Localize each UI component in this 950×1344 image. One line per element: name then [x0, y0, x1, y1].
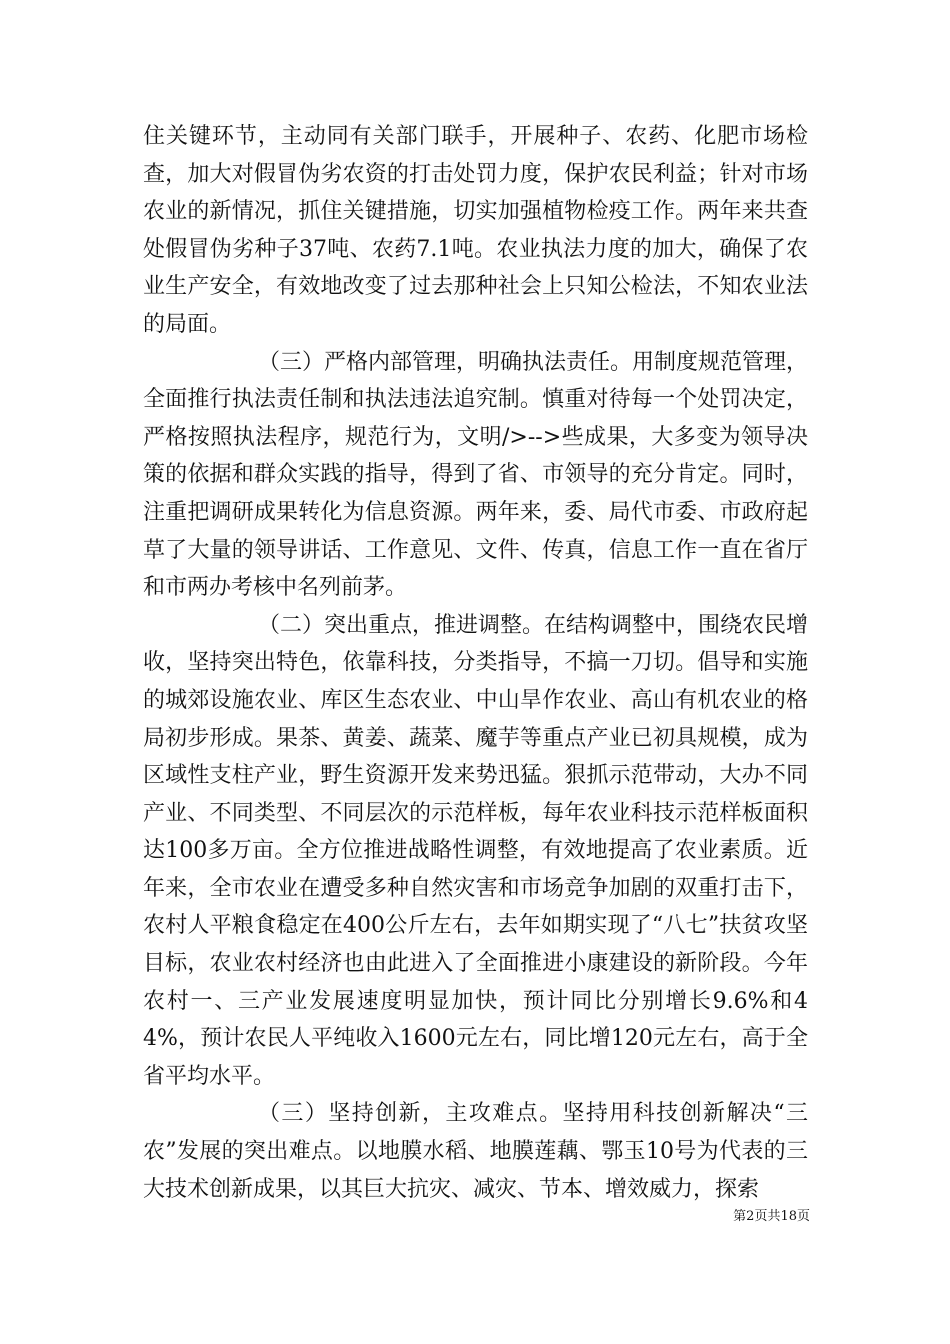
- document-body: [143, 118, 808, 1208]
- paragraph-4: （三）坚持创新，主攻难点。坚持用科技创新解决“三农”发展的突出难点。以地膜水稻、地膜莲藕、鄂玉10号为代表的三大技术创新成果，以其巨大抗灾、减灾、节本、增效威力，探索: [143, 1101, 808, 1202]
- page-number-footer: 第2页共18页: [733, 1209, 810, 1224]
- paragraph-3: （二）突出重点，推进调整。在结构调整中，围绕农民增收，坚持突出特色，依靠科技，分类指导，不搞一刀切。倡导和实施的城郊设施农业、库区生态农业、中山旱作农业、高山有机农业的格局初步形成。果茶、黄姜、蔬菜、魔芋等重点产业已初具规模，成为区域性支柱产业，野生资源开发来势迅猛。狠抓示范带动，大办不同产业、不同类型、不同层次的示范样板，每年农业科技示范样板面积达100多万亩。全方位推进战略性调整，有效地提高了农业素质。近年来，全市农业在遭受多种自然灾害和市场竞争加剧的双重打击下，农村人平粮食稳定在400公斤左右，去年如期实现了“八七”扶贫攻坚目标，农业农村经济也由此进入了全面推进小康建设的新阶段。今年农村一、三产业发展速度明显加快，预计同比分别增长9.6%和44%，预计农民人平纯收入1600元左右，同比增120元左右，高于全省平均水平。: [143, 612, 809, 1089]
- paragraph-1: 住关键环节，主动同有关部门联手，开展种子、农药、化肥市场检查，加大对假冒伪劣农资的打击处罚力度，保护农民利益；针对市场农业的新情况，抓住关键措施，切实加强植物检疫工作。两年来共查处假冒伪劣种子37吨、农药7.1吨。农业执法力度的加大，确保了农业生产安全，有效地改变了过去那种社会上只知公检法，不知农业法的局面。: [143, 124, 808, 337]
- paragraph-2: （三）严格内部管理，明确执法责任。用制度规范管理，全面推行执法责任制和执法违法追究制。慎重对待每一个处罚决定，严格按照执法程序，规范行为，文明/>-->些成果，大多变为领导决策的依据和群众实践的指导，得到了省、市领导的充分肯定。同时，注重把调研成果转化为信息资源。两年来，委、局代市委、市政府起草了大量的领导讲话、工作意见、文件、传真，信息工作一直在省厅和市两办考核中名列前茅。: [143, 349, 809, 601]
